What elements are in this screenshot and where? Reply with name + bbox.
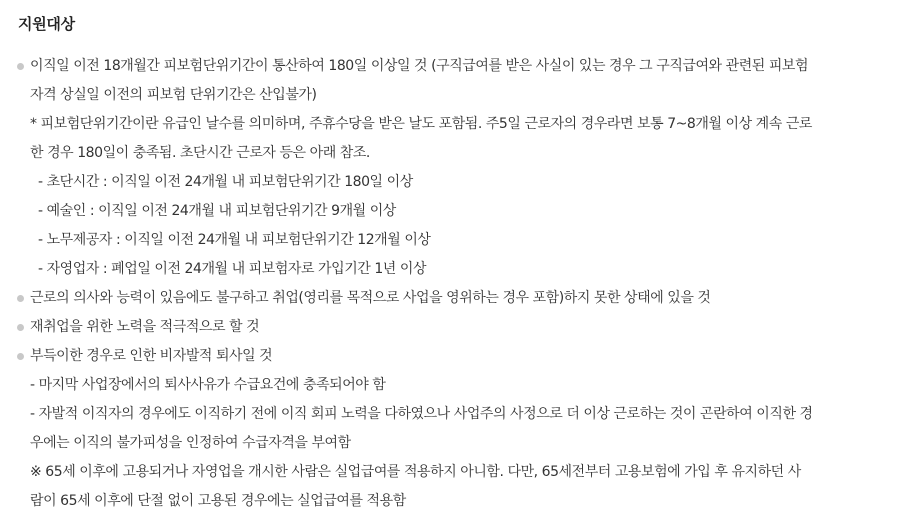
list-item-insured-period <box>18 52 911 284</box>
sub-item-labor-provider: - 노무제공자 : 이직일 이전 24개월 내 피보험단위기간 12개월 이상 <box>38 232 431 248</box>
item-text-line: 재취업을 위한 노력을 적극적으로 할 것 <box>30 319 260 335</box>
item-text-line: 부득이한 경우로 인한 비자발적 퇴사일 것 <box>30 348 273 364</box>
eligibility-list <box>18 52 920 516</box>
item-notice-line: 람이 65세 이후에 단절 없이 고용된 경우에는 실업급여를 적용함 <box>30 493 406 509</box>
item-text-line: 근로의 의사와 능력이 있음에도 불구하고 취업(영리를 목적으로 사업을 영위하는 경우 포함)하지 못한 상태에 있을 것 <box>30 290 711 306</box>
sub-item-self-employed: - 자영업자 : 폐업일 이전 24개월 내 피보험자로 가입기간 1년 이상 <box>38 261 427 277</box>
bullet-dot-icon <box>17 295 24 302</box>
bullet-dot-icon <box>17 353 24 360</box>
list-item-job-seeking-effort <box>18 313 911 342</box>
item-detail-line: - 마지막 사업장에서의 퇴사사유가 수급요건에 충족되어야 함 <box>30 377 386 393</box>
item-detail-line: 우에는 이직의 불가피성을 인정하여 수급자격을 부여함 <box>30 435 351 451</box>
sub-item-artist: - 예술인 : 이직일 이전 24개월 내 피보험단위기간 9개월 이상 <box>38 203 396 219</box>
item-notice-line: ※ 65세 이후에 고용되거나 자영업을 개시한 사람은 실업급여를 적용하지 아니함. 다만, 65세전부터 고용보험에 가입 후 유지하던 사 <box>30 464 801 480</box>
sub-item-ultra-short-time: - 초단시간 : 이직일 이전 24개월 내 피보험단위기간 180일 이상 <box>38 174 413 190</box>
list-item-involuntary-resignation <box>18 342 911 516</box>
bullet-dot-icon <box>17 324 24 331</box>
item-note-line: 한 경우 180일이 충족됨. 초단시간 근로자 등은 아래 참조. <box>30 145 370 161</box>
item-note-line: * 피보험단위기간이란 유급인 날수를 의미하며, 주휴수당을 받은 날도 포함됨. 주5일 근로자의 경우라면 보통 7~8개월 이상 계속 근로 <box>30 116 812 132</box>
list-item-willingness-to-work <box>18 284 911 313</box>
item-detail-line: - 자발적 이직자의 경우에도 이직하기 전에 이직 회피 노력을 다하였으나 사업주의 사정으로 더 이상 근로하는 것이 곤란하여 이직한 경 <box>30 406 813 422</box>
item-text-line: 이직일 이전 18개월간 피보험단위기간이 통산하여 180일 이상일 것 (구직급여를 받은 사실이 있는 경우 그 구직급여와 관련된 피보험 <box>30 58 809 74</box>
section-title: 지원대상 <box>18 15 75 33</box>
item-text-line: 자격 상실일 이전의 피보험 단위기간은 산입불가) <box>30 87 317 103</box>
bullet-dot-icon <box>17 63 24 70</box>
